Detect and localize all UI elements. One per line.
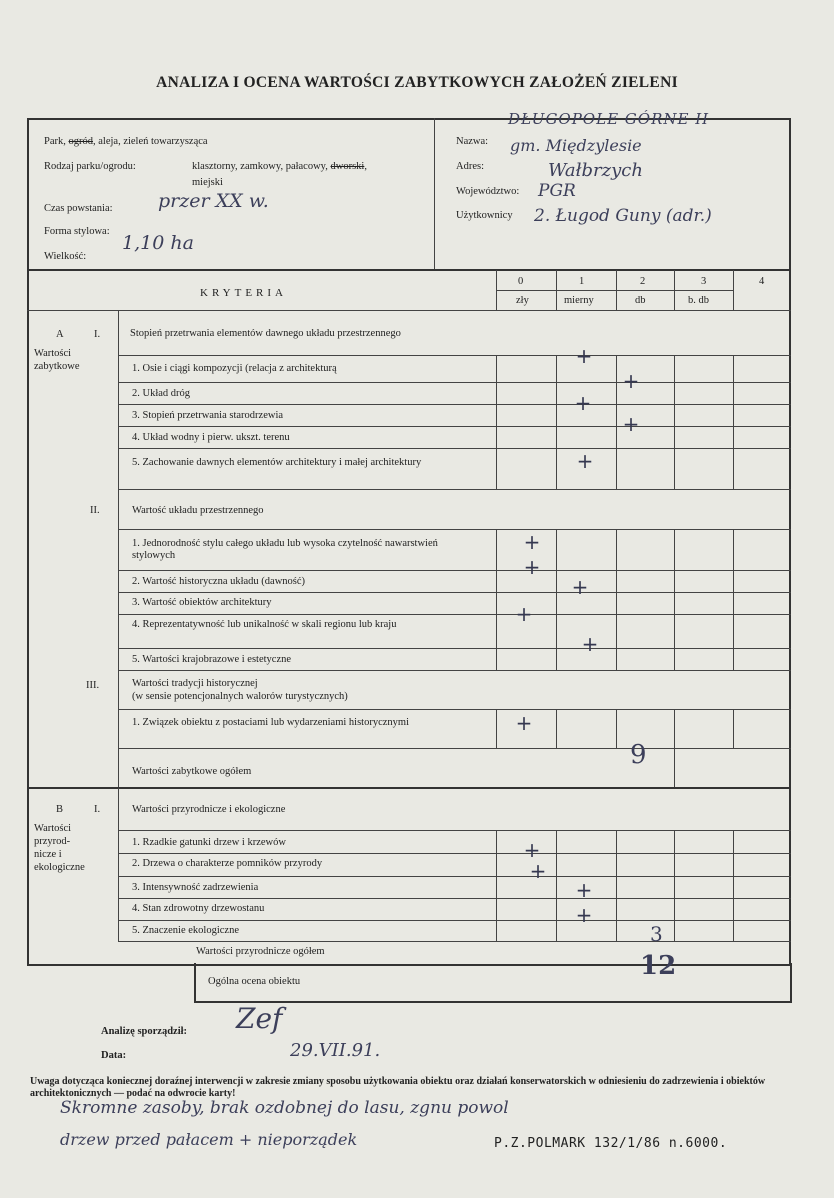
scale-num-2: 2 [640,276,646,287]
sectionA-roman-III: III. [86,680,100,691]
sectionB-letter: B [56,804,64,815]
rodzaj-options-miejski: miejski [192,177,223,188]
col-line-2 [616,270,617,310]
sectionA-name-1: Wartości [34,348,72,359]
row-rule [118,355,791,356]
check-mark: + [574,391,592,415]
sectionA-I-heading: Stopień przetrwania elementów dawnego układu przestrzennego [130,328,401,339]
row-rule [118,830,791,831]
footnote-hand-1: Skromne zasoby, brak ozdobnej do lasu, zgnu powol [60,1098,509,1118]
col-line-1 [556,830,557,941]
check-mark: + [523,555,541,579]
adres-value-1: gm. Międzylesie [510,136,642,155]
sectionA-I-item-4: 4. Układ wodny i pierw. ukszt. terenu [132,432,290,443]
sectionA-total-label: Wartości zabytkowe ogółem [132,766,252,777]
sectionB-item-3: 3. Intensywność zadrzewienia [132,882,259,893]
check-mark: + [575,878,593,902]
scale-num-1: 1 [579,276,585,287]
print-code: P.Z.POLMARK 132/1/86 n.6000. [494,1136,728,1151]
sectionB-roman-I: I. [94,804,101,815]
check-mark: + [576,449,594,473]
sectionB-item-2: 2. Drzewa o charakterze pomników przyrody [132,858,323,869]
adres-value-2: Wałbrzych [548,160,643,181]
row-rule [118,404,791,405]
wielkosc-value: 1,10 ha [122,232,194,254]
sectionB-left-divider [118,788,119,942]
col-line-3 [674,529,675,670]
col-line-0 [496,830,497,941]
check-mark: + [515,711,533,735]
col-line-1 [556,709,557,748]
sectionB-total-label: Wartości przyrodnicze ogółem [196,946,325,957]
check-mark: + [575,903,593,927]
row-rule [118,426,791,427]
author-value: Zef [236,1002,283,1035]
sectionA-bottom-rule [27,787,791,789]
sectionB-item-5: 5. Znaczenie ekologiczne [132,925,239,936]
date-label: Data: [101,1050,127,1061]
col-line-3 [674,709,675,748]
row-rule [118,489,791,490]
check-mark: + [523,530,541,554]
col-line-4 [733,830,734,941]
rodzaj-label: Rodzaj parku/ogrodu: [44,161,136,172]
sectionA-II-item-5: 5. Wartości krajobrazowe i estetyczne [132,654,292,665]
scale-mid-rule [496,290,733,291]
footnote-text: Uwaga dotycząca koniecznej doraźnej interwencji w zakresie zmiany sposobu użytkowania obiektu oraz działań konserwatorskich w odniesieniu do zadrzewienia i obiektów architektonicznych — podać na odwrocie karty! [30,1076,766,1099]
col-line-0 [496,709,497,748]
col-line-1 [556,355,557,489]
park-label: Park, ogród, aleja, zieleń towarzysząca [44,136,208,147]
sectionB-name-3: nicze i [34,849,62,860]
overall-value: 12 [640,951,677,981]
check-mark: + [523,838,541,862]
col-line-2 [616,709,617,748]
sectionA-I-item-2: 2. Układ dróg [132,388,191,399]
row-rule [118,709,791,710]
check-mark: + [622,412,640,436]
sectionA-III-heading-2: (w sensie potencjonalnych walorów turystycznych) [132,691,348,702]
forma-label: Forma stylowa: [44,226,110,237]
sectionA-name-2: zabytkowe [34,361,80,372]
author-label: Analizę sporządził: [101,1026,188,1037]
col-line-0 [496,529,497,670]
check-mark: + [581,632,599,656]
row-rule [118,614,791,615]
uzytkownicy-label: Użytkownicy [456,210,513,221]
check-mark: + [575,344,593,368]
uzytkownicy-value: 2. Ługod Guny (adr.) [534,206,712,226]
row-rule [118,853,791,854]
sectionA-I-item-5: 5. Zachowanie dawnych elementów architektury i małej architektury [132,457,422,468]
col-line-3 [674,830,675,941]
sectionB-name-2: przyrod- [34,836,71,847]
scale-label-1: mierny [564,295,594,306]
check-mark: + [622,369,640,393]
header-bottom-rule [27,269,791,271]
col-line-4 [733,709,734,748]
sectionB-heading: Wartości przyrodnicze i ekologiczne [132,804,286,815]
col-line-0 [496,355,497,489]
wojewodztwo-label: Województwo: [456,186,520,197]
czas-label: Czas powstania: [44,203,113,214]
sectionA-I-item-1: 1. Osie i ciągi kompozycji (relacja z architekturą [132,363,337,374]
col-line-2 [616,529,617,670]
sectionA-II-item-3: 3. Wartość obiektów architektury [132,597,272,608]
check-mark: + [571,575,589,599]
footnote-hand-2: drzew przed pałacem + nieporządek [60,1130,358,1149]
row-rule [118,448,791,449]
check-mark: + [529,859,547,883]
scale-label-0: zły [516,295,529,306]
sectionB-item-1: 1. Rzadkie gatunki drzew i krzewów [132,837,286,848]
col-line-1 [556,529,557,670]
wojewodztwo-value: PGR [538,181,576,201]
sectionA-II-item-1: 1. Jednorodność stylu całego układu lub wysoka czytelność nawarstwień stylowych [132,538,438,561]
overall-label: Ogólna ocena obiektu [208,976,301,987]
col-line-3 [674,270,675,310]
nazwa-label: Nazwa: [456,136,489,147]
row-rule [118,941,791,942]
row-rule [118,748,791,749]
scale-label-3: b. db [688,295,709,306]
sectionB-name-1: Wartości [34,823,72,834]
sectionA-III-item-1: 1. Związek obiektu z postaciami lub wydarzeniami historycznymi [132,717,409,728]
row-rule [118,648,791,649]
header-divider [434,118,435,270]
scale-num-0: 0 [518,276,524,287]
col-line-2 [616,355,617,489]
rodzaj-options: klasztorny, zamkowy, pałacowy, dworski, [192,161,367,172]
date-value: 29.VII.91. [290,1040,381,1061]
col-line-4 [733,270,734,310]
row-rule [118,876,791,877]
row-rule [118,920,791,921]
sectionB-total-value: 3 [650,922,663,946]
scale-num-4: 4 [759,276,765,287]
row-rule [118,592,791,593]
wielkosc-label: Wielkość: [44,251,87,262]
sectionB-item-4: 4. Stan zdrowotny drzewostanu [132,903,265,914]
scale-label-2: db [635,295,646,306]
col-line-0 [496,270,497,310]
row-rule [118,570,791,571]
sectionA-roman-I: I. [94,329,101,340]
row-rule [118,529,791,530]
sectionA-III-heading-1: Wartości tradycji historycznej [132,678,258,689]
czas-value: przer XX w. [158,190,269,212]
col-line-3 [674,355,675,489]
sectionA-II-heading: Wartość układu przestrzennego [132,505,264,516]
scale-num-3: 3 [701,276,707,287]
check-mark: + [515,602,533,626]
sectionA-II-item-2: 2. Wartość historyczna układu (dawność) [132,576,306,587]
sectionA-roman-II: II. [90,505,100,516]
kryteria-label: KRYTERIA [200,287,287,299]
scale-bottom-rule [27,310,791,311]
sectionA-letter: A [56,329,64,340]
total-col-line [674,748,675,787]
row-rule [118,382,791,383]
sectionA-total-value: 9 [630,740,647,770]
nazwa-value: DŁUGOPOLE GÓRNE II [508,110,710,128]
sectionB-name-4: ekologiczne [34,862,85,873]
col-line-4 [733,529,734,670]
col-line-2 [616,830,617,941]
col-line-1 [556,270,557,310]
form-title: ANALIZA I OCENA WARTOŚCI ZABYTKOWYCH ZAŁOŻEŃ ZIELENI [156,74,678,91]
adres-label: Adres: [456,161,484,172]
sectionA-I-item-3: 3. Stopień przetrwania starodrzewia [132,410,284,421]
col-line-4 [733,355,734,489]
row-rule [118,898,791,899]
row-rule [118,670,791,671]
sectionA-II-item-4: 4. Reprezentatywność lub unikalność w skali regionu lub kraju [132,619,397,630]
